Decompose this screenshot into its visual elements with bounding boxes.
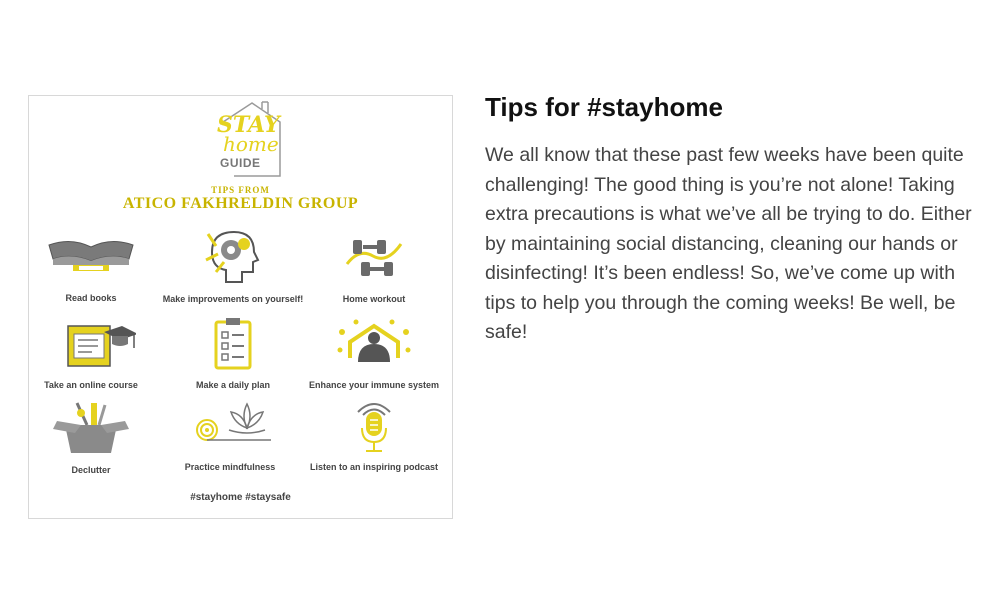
tip-label: Practice mindfulness [184, 462, 276, 472]
tip-label: Declutter [71, 465, 111, 475]
tip-read-books [16, 231, 166, 303]
tip-daily-plan [158, 316, 308, 390]
microphone-icon [352, 396, 396, 454]
group-name: ATICO FAKHRELDIN GROUP [122, 195, 359, 212]
hashtags: #stayhome #staysafe [190, 492, 291, 503]
immune-shield-icon [336, 318, 412, 370]
logo-line-guide: GUIDE [220, 156, 261, 170]
tip-label: Enhance your immune system [308, 380, 440, 390]
tip-mindfulness [155, 402, 305, 472]
head-gears-icon [198, 224, 268, 286]
tip-label: Make improvements on yourself! [162, 294, 304, 304]
tip-home-workout [299, 234, 449, 304]
tips-from-label: TIPS FROM [211, 185, 270, 195]
tip-label: Make a daily plan [195, 380, 271, 390]
tip-label: Listen to an inspiring podcast [309, 462, 438, 472]
tip-declutter [16, 399, 166, 475]
tip-label: Home workout [342, 294, 406, 304]
tip-online-course [16, 318, 166, 390]
lotus-icon [185, 402, 275, 442]
stay-home-guide-logo [214, 100, 284, 178]
tip-make-improvements [158, 224, 308, 304]
article-body: We all know that these past few weeks have been quite challenging! The good thing is you’re not alone! Taking extra precautions is what we’ve all be trying to do. Either by maintaining social distancing, cleaning our hands or disinfecting! It’s been endless! So, we’ve come up with tips to help you through the coming weeks! Be well, be safe! [485, 144, 972, 343]
online-course-icon [46, 318, 136, 370]
tip-label: Take an online course [44, 380, 138, 390]
tip-podcast [299, 396, 449, 472]
declutter-box-icon [51, 399, 131, 455]
tip-immune-system [299, 318, 449, 390]
tip-label: Read books [65, 293, 117, 303]
open-book-icon [41, 231, 141, 281]
stay-home-guide-infographic [28, 95, 453, 519]
article-title: Tips for #stayhome [485, 92, 723, 122]
logo-line-home: home [223, 132, 279, 156]
dumbbell-icon [339, 234, 409, 280]
checklist-icon [208, 316, 258, 372]
logo-line-stay: STAY [217, 112, 280, 138]
